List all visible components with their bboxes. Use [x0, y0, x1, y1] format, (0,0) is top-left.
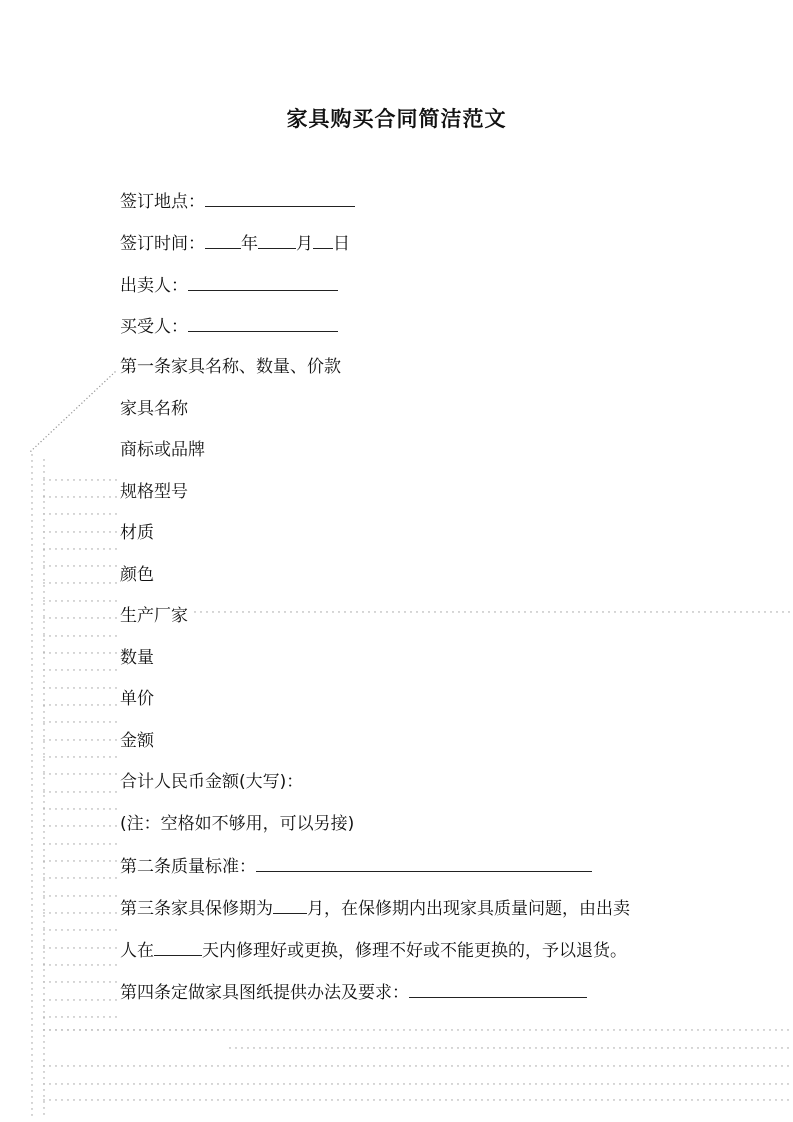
article1-heading: 第一条家具名称、数量、价款: [120, 357, 341, 377]
month-blank[interactable]: [258, 232, 296, 249]
note-line: (注：空格如不够用，可以另接): [120, 814, 355, 834]
repair-days-blank[interactable]: [154, 939, 202, 956]
item-color: 颜色: [120, 565, 154, 585]
article3-line1: [120, 897, 630, 919]
item-unit-price: 单价: [120, 689, 154, 709]
quality-standard-blank[interactable]: [256, 855, 592, 872]
item-material: 材质: [120, 523, 154, 543]
signing-place-label: 签订地点：: [120, 192, 205, 212]
article4-line: [120, 981, 587, 1003]
article2-label: 第二条质量标准：: [120, 857, 256, 877]
signing-place-blank[interactable]: [205, 190, 355, 207]
drawing-requirements-blank[interactable]: [409, 981, 587, 998]
article3-line2: [120, 939, 627, 961]
seller-blank[interactable]: [188, 274, 338, 291]
item-model: 规格型号: [120, 482, 188, 502]
signing-time-line: [120, 232, 350, 254]
day-blank[interactable]: [313, 232, 333, 249]
article3-part3: 人在: [120, 941, 154, 961]
seller-label: 出卖人：: [120, 276, 188, 296]
day-label: 日: [333, 234, 350, 254]
article2-line: [120, 855, 592, 877]
article3-part1: 第三条家具保修期为: [120, 899, 273, 919]
warranty-months-blank[interactable]: [273, 897, 307, 914]
article3-part4: 天内修理好或更换，修理不好或不能更换的，予以退货。: [202, 941, 627, 961]
total-amount-line: 合计人民币金额(大写)：: [120, 772, 304, 792]
seller-line: [120, 274, 338, 296]
buyer-blank[interactable]: [188, 315, 338, 332]
article4-label: 第四条定做家具图纸提供办法及要求：: [120, 983, 409, 1003]
item-furniture-name: 家具名称: [120, 399, 188, 419]
year-label: 年: [241, 234, 258, 254]
month-label: 月: [296, 234, 313, 254]
signing-time-label: 签订时间：: [120, 234, 205, 254]
buyer-label: 买受人：: [120, 317, 188, 337]
item-amount: 金额: [120, 731, 154, 751]
buyer-line: [120, 315, 338, 337]
item-manufacturer: 生产厂家: [120, 606, 188, 626]
year-blank[interactable]: [205, 232, 241, 249]
signing-place-line: [120, 190, 355, 212]
article3-part2: 月，在保修期内出现家具质量问题，由出卖: [307, 899, 630, 919]
item-quantity: 数量: [120, 648, 154, 668]
document-title: 家具购买合同简洁范文: [286, 107, 507, 131]
item-brand: 商标或品牌: [120, 440, 205, 460]
